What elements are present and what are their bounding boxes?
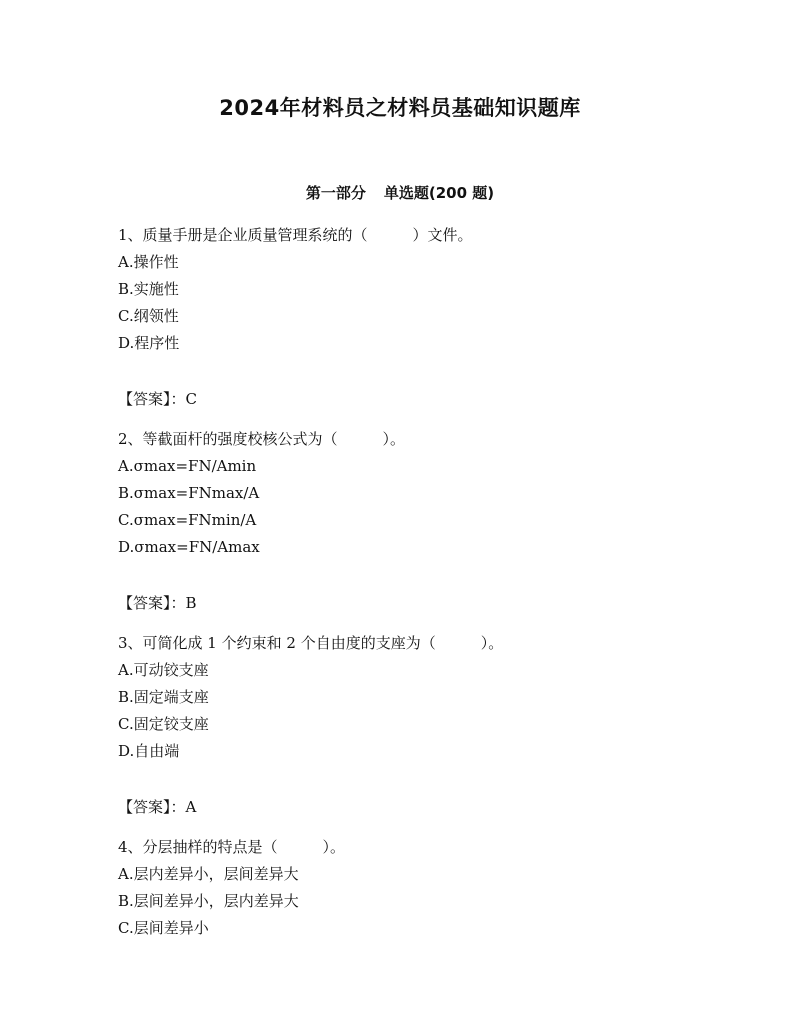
answer-1: 【答案】：C (118, 390, 197, 408)
question-stem: 3、可简化成 1 个约束和 2 个自由度的支座为（ ）。 (118, 634, 504, 652)
question-stem: 4、分层抽样的特点是（ ）。 (118, 838, 346, 856)
option-a: A.可动铰支座 (118, 661, 209, 679)
question-stem: 1、质量手册是企业质量管理系统的（ ）文件。 (118, 226, 473, 244)
question-stem: 2、等截面杆的强度校核公式为（ ）。 (118, 430, 406, 448)
section-heading (0, 182, 800, 203)
question-4 (118, 834, 718, 942)
section-name: 第一部分 (305, 184, 366, 202)
option-d: D.程序性 (118, 334, 180, 352)
option-c: C.层间差异小 (118, 919, 209, 937)
option-d: D.自由端 (118, 742, 180, 760)
option-c: C.纲领性 (118, 307, 179, 325)
question-1 (118, 222, 718, 357)
option-b: B.σmax=FNmax/A (118, 484, 260, 502)
option-a: A.操作性 (118, 253, 179, 271)
question-2 (118, 426, 718, 561)
option-c: C.σmax=FNmin/A (118, 511, 257, 529)
option-b: B.固定端支座 (118, 688, 209, 706)
option-d: D.σmax=FN/Amax (118, 538, 260, 556)
answer-2: 【答案】：B (118, 594, 197, 612)
option-a: A.层内差异小，层间差异大 (118, 865, 299, 883)
document-title: 2024年材料员之材料员基础知识题库 (219, 96, 581, 120)
option-c: C.固定铰支座 (118, 715, 209, 733)
option-b: B.层间差异小，层内差异大 (118, 892, 299, 910)
question-3 (118, 630, 718, 765)
option-b: B.实施性 (118, 280, 179, 298)
section-label: 单选题(200 题) (383, 184, 495, 202)
answer-3: 【答案】：A (118, 798, 197, 816)
option-a: A.σmax=FN/Amin (118, 457, 257, 475)
